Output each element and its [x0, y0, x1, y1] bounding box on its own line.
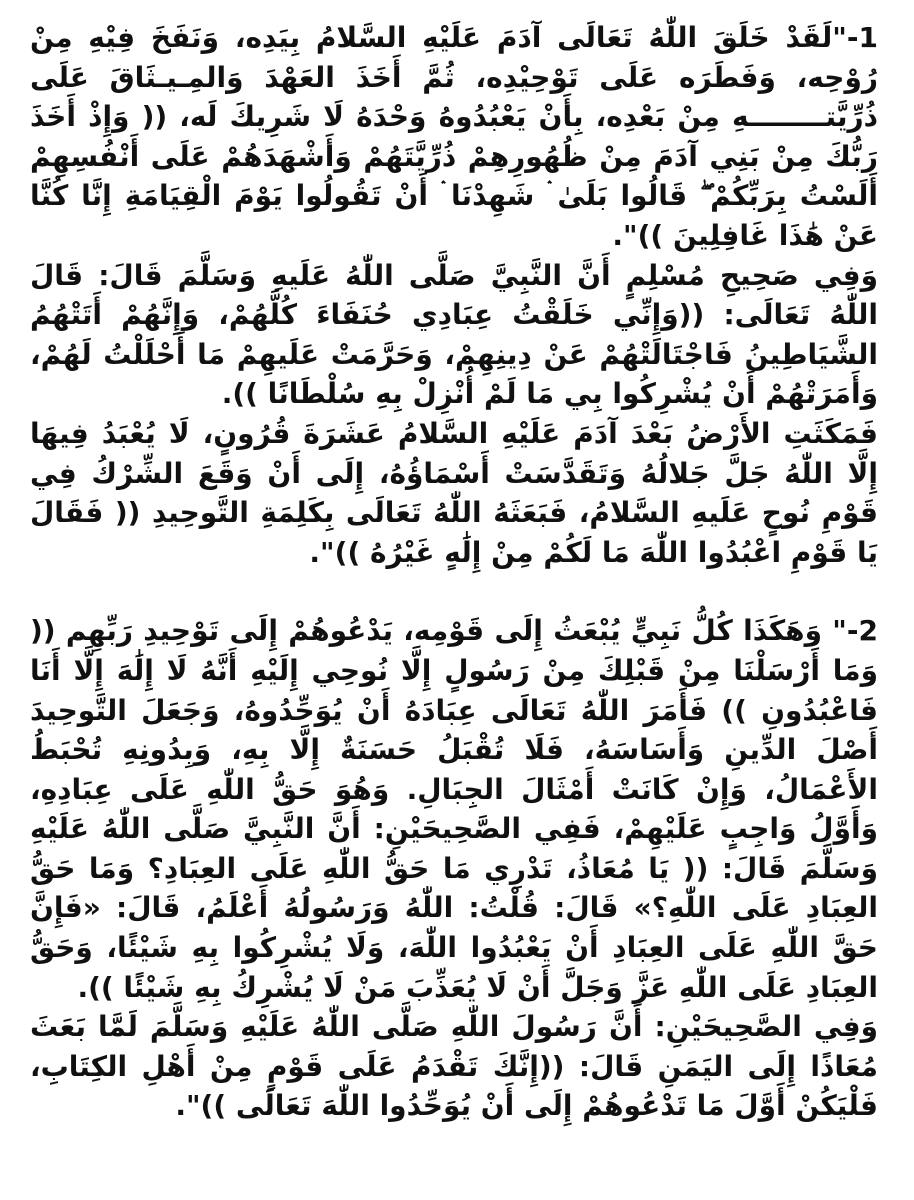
section-gap — [30, 572, 878, 611]
paragraph-adam-creation: 1-"لَقَدْ خَلَقَ اللّٰهُ تَعَالَى آدَمَ عَلَيْهِ السَّلامُ بِيَدِه، وَنَفَخَ فِيْهِ مِنْ رُوْحِه، وَفَطَرَه عَلَى تَوْحِيْدِه، ثُمَّ أَخَذَ العَهْدَ وَالمِـيـثَاقَ عَلَى ذُرِّيَّتــــــــهِ مِنْ بَعْدِه، بِأَنْ يَعْبُدُوهُ وَحْدَهُ لَا شَرِيكَ لَه، (( وَإِذْ أَخَذَ رَبُّكَ مِنْ بَنِي آدَمَ مِنْ ظُهُورِهِمْ ذُرِّيَّتَهُمْ وَأَشْهَدَهُمْ عَلَى أَنْفُسِهِمْ أَلَسْتُ بِرَبِّكُمْ ۖ قَالُوا بَلَىٰ ۛ شَهِدْنَا ۛ أَنْ تَقُولُوا يَوْمَ الْقِيَامَةِ إِنَّا كُنَّا عَنْ هَٰذَا غَافِلِينَ ))". — [30, 21, 878, 252]
paragraph-nuh-shirk: فَمَكَثَتِ الأَرْضُ بَعْدَ آدَمَ عَلَيْهِ السَّلامُ عَشَرَةَ قُرُونٍ، لَا يُعْبَدُ فِيهَا إِلَّا اللّٰهُ جَلَّ جَلالُهُ وَتَقَدَّسَتْ أَسْمَاؤُهُ، إِلَى أَنْ وَقَعَ الشِّرْكُ فِي قَوْمِ نُوحٍ عَلَيهِ السَّلامُ، فَبَعَثَهُ اللّٰهُ تَعَالَى بِكَلِمَةِ التَّوحِيدِ (( فَقَالَ يَا قَوْمِ اعْبُدُوا اللّٰهَ مَا لَكُمْ مِنْ إِلَٰهٍ غَيْرُهُ ))". — [30, 416, 878, 569]
paragraph-muadh-yemen: وَفِي الصَّحِيحَيْنِ: أَنَّ رَسُولَ اللّٰهِ صَلَّى اللّٰهُ عَلَيْهِ وَسَلَّمَ لَمَّا بَعَثَ مُعَاذًا إِلَى اليَمَنِ قَالَ: ((إِنَّكَ تَقْدَمُ عَلَى قَوْمٍ مِنْ أَهْلِ الكِتَابِ، فَلْيَكُنْ أَوَّلَ مَا تَدْعُوهُمْ إِلَى أَنْ يُوَحِّدُوا اللّٰهَ تَعَالَى ))". — [30, 1010, 878, 1123]
paragraph-sahih-muslim-hadith: وَفِي صَحِيحِ مُسْلِمٍ أَنَّ النَّبِيَّ صَلَّى اللّٰهُ عَلَيهِ وَسَلَّمَ قَالَ: قَالَ اللّٰهُ تَعَالَى: ((وَإِنِّي خَلَقْتُ عِبَادِي حُنَفَاءَ كُلَّهُمْ، وَإِنَّهُمْ أَتَتْهُمُ الشَّيَاطِينُ فَاجْتَالَتْهُمْ عَنْ دِينِهِمْ، وَحَرَّمَتْ عَلَيهِمْ مَا أَحْلَلْتُ لَهُمْ، وَأَمَرَتْهُمْ أَنْ يُشْرِكُوا بِي مَا لَمْ أُنْزِلْ بِهِ سُلْطَانًا )). — [30, 258, 878, 411]
paragraph-every-prophet-tawhid: 2-" وَهَكَذَا كُلُّ نَبِيٍّ يُبْعَثُ إِلَى قَوْمِه، يَدْعُوهُمْ إِلَى تَوْحِيدِ رَبِّهِم (( وَمَا أَرْسَلْنَا مِنْ قَبْلِكَ مِنْ رَسُولٍ إِلَّا نُوحِي إِلَيْهِ أَنَّهُ لَا إِلَٰهَ إِلَّا أَنَا فَاعْبُدُونِ )) فَأَمَرَ اللّٰهُ تَعَالَى عِبَادَهُ أَنْ يُوَحِّدُوهُ، وَجَعَلَ التَّوحِيدَ أَصْلَ الدِّينِ وَأَسَاسَهُ، فَلَا تُقْبَلُ حَسَنَةٌ إِلَّا بِهِ، وَبِدُونِهِ تُحْبَطُ الأَعْمَالُ، وَإِنْ كَانَتْ أَمْثَالَ الجِبَالِ. وَهُوَ حَقُّ اللّٰهِ عَلَى عِبَادِهِ، وَأَوَّلُ وَاجِبٍ عَلَيْهِمْ، فَفِي الصَّحِيحَيْنِ: أَنَّ النَّبِيَّ صَلَّى اللّٰهُ عَلَيْهِ وَسَلَّمَ قَالَ: (( يَا مُعَاذُ، تَدْرِي مَا حَقُّ اللّٰهِ عَلَى العِبَادِ؟ وَمَا حَقُّ العِبَادِ عَلَى اللّٰهِ؟» قَالَ: قُلْتُ: اللّٰهُ وَرَسُولُهُ أَعْلَمُ، قَالَ: «فَإِنَّ حَقَّ اللّٰهِ عَلَى العِبَادِ أَنْ يَعْبُدُوا اللّٰهَ، وَلَا يُشْرِكُوا بِهِ شَيْئًا، وَحَقُّ العِبَادِ عَلَى اللّٰهِ عَزَّ وَجَلَّ أَنْ لَا يُعَذِّبَ مَنْ لَا يُشْرِكُ بِهِ شَيْئًا )). — [30, 614, 878, 1004]
